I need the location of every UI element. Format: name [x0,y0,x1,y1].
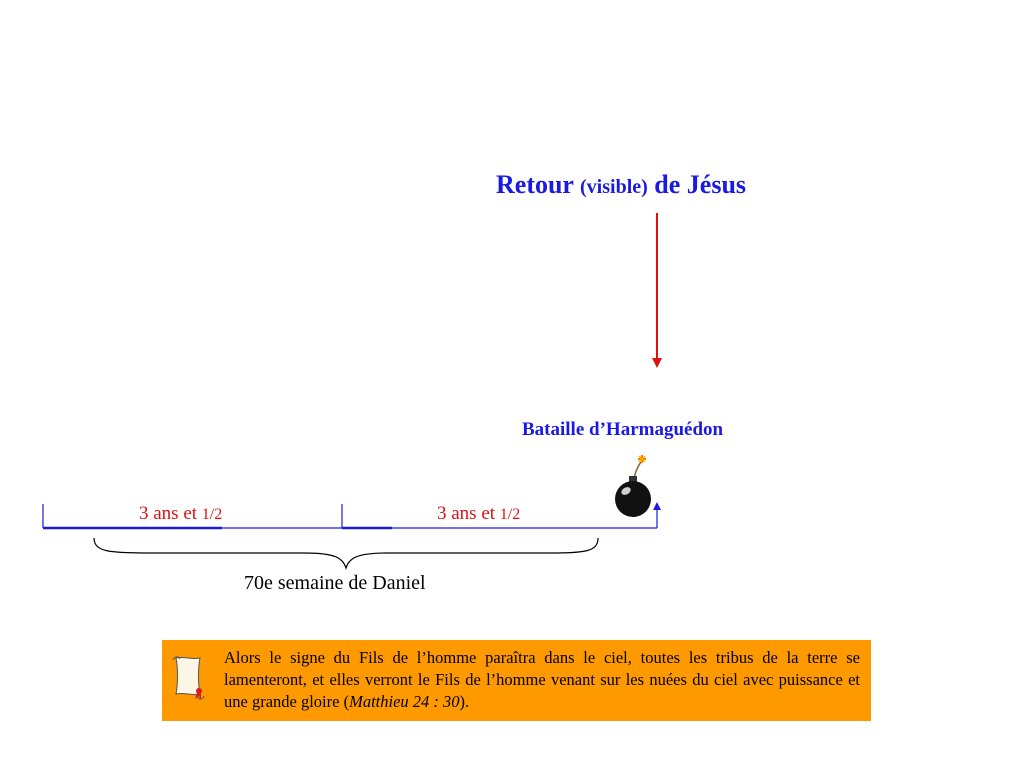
week-brace [94,538,598,568]
period-2-main: 3 ans et [437,503,496,524]
title-part-1: Retour [496,170,574,199]
return-arrow [652,213,662,368]
scroll-icon [170,654,210,702]
bomb-icon [615,455,651,517]
timeline [43,502,661,528]
quote-text [224,647,860,713]
quote-box [162,640,871,721]
quote-body: Alors le signe du Fils de l’homme paraîtra dans le ciel, toutes les tribus de la terre se lamenteront, et elles verront le Fils de l’homme venant sur les nuées du ciel avec puissance et une grande gloire ( [224,648,860,711]
period-label-2 [437,503,520,525]
week-label: 70e semaine de Daniel [244,572,426,594]
quote-reference: Matthieu 24 : 30 [349,692,460,711]
period-2-fraction: 1/2 [499,506,521,523]
battle-label: Bataille d’Harmaguédon [522,419,724,440]
quote-closing: ). [459,692,470,711]
title-part-3: de Jésus [654,170,747,199]
title-part-2: (visible) [580,176,648,198]
period-1-main: 3 ans et [139,503,198,524]
timeline-end-arrowhead [653,502,661,510]
period-1-fraction: 1/2 [201,506,223,523]
period-label-1 [139,503,222,525]
